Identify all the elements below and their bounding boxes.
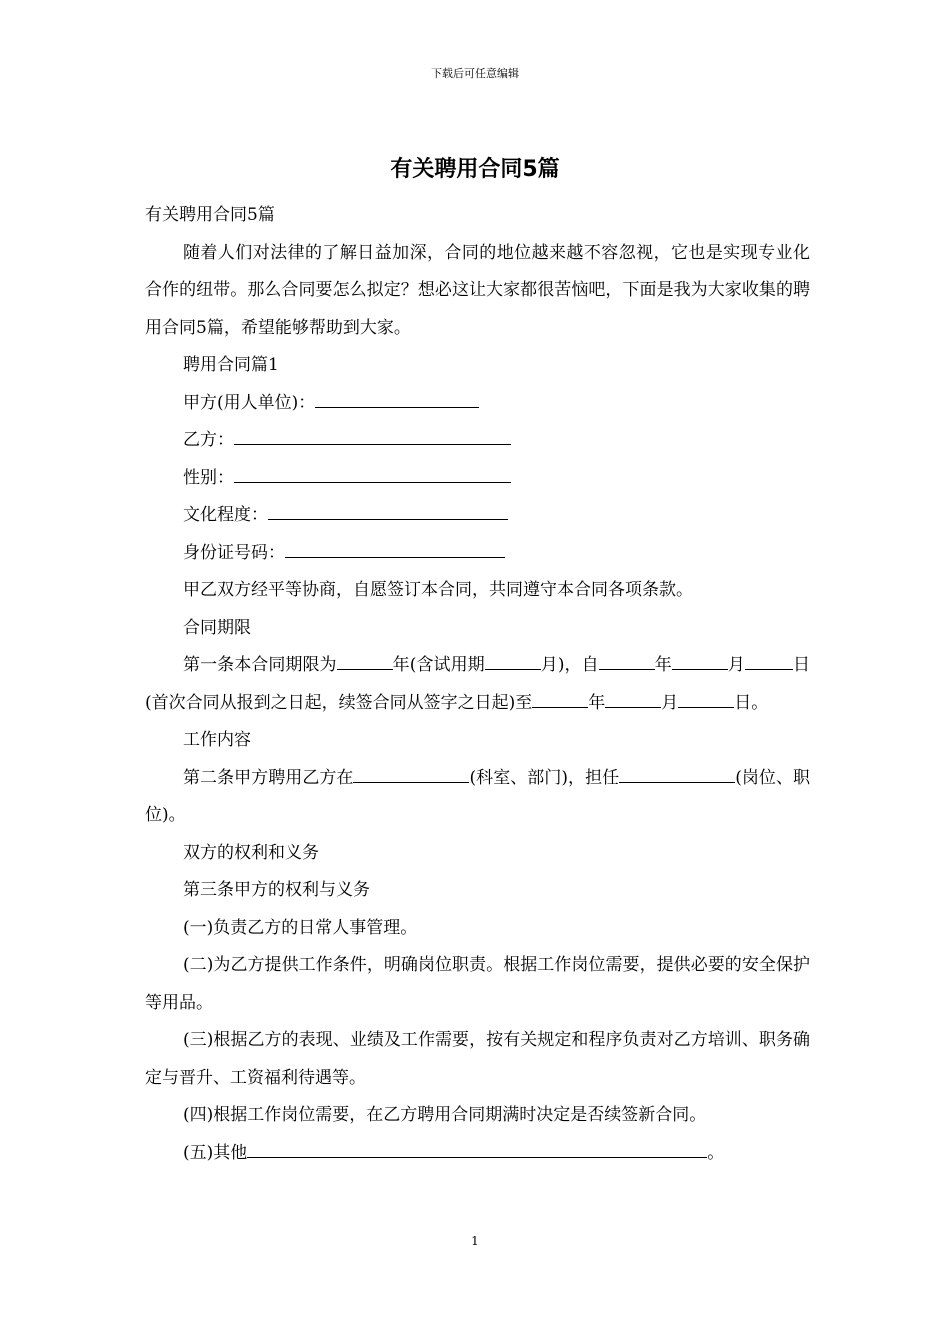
blank-line [315, 389, 479, 408]
article-2 [145, 760, 810, 835]
field-party-a [145, 385, 810, 423]
blank-line [619, 764, 735, 783]
blank-line [485, 651, 541, 670]
blank-line [532, 689, 588, 708]
document-body [145, 197, 810, 1172]
article-text: 第一条本合同期限为 [183, 655, 337, 675]
blank-line [672, 651, 728, 670]
document-title: 有关聘用合同5篇 [390, 157, 560, 182]
article-text: 年(含试用期 [392, 655, 485, 675]
field-gender [145, 460, 810, 498]
article-text: 月 [661, 692, 679, 713]
article-text: (科室、部门)，担任 [469, 767, 620, 788]
blank-line [234, 464, 511, 483]
article-3-heading: 第三条甲方的权利与义务 [183, 880, 370, 900]
field-label: 乙方： [183, 430, 234, 450]
article-1 [145, 647, 810, 722]
list-item: (四)根据工作岗位需要，在乙方聘用合同期满时决定是否续签新合同。 [183, 1105, 707, 1125]
field-label: 甲方(用人单位)： [183, 392, 316, 413]
blank-line [337, 651, 393, 670]
subtitle: 有关聘用合同5篇 [145, 205, 275, 225]
blank-line [745, 651, 793, 670]
intro-paragraph: 随着人们对法律的了解日益加深，合同的地位越来越不容忽视，它也是实现专业化合作的纽带。那么合同要怎么拟定？想必这让大家都很苦恼吧，下面是我为大家收集的聘用合同5篇，希望能够帮助到大家。 [145, 242, 810, 338]
rights-heading: 双方的权利和义务 [183, 842, 319, 863]
term-heading: 合同期限 [183, 617, 251, 638]
agreement-paragraph: 甲乙双方经平等协商，自愿签订本合同，共同遵守本合同各项条款。 [183, 580, 693, 600]
article-text: (岗位、职位)。 [145, 767, 811, 825]
blank-line [234, 426, 511, 445]
article-text: 月 [727, 655, 745, 675]
page-number: 1 [471, 1234, 479, 1248]
article-text: 月)，自 [540, 655, 599, 675]
list-item: (一)负责乙方的日常人事管理。 [183, 917, 418, 938]
blank-line [605, 689, 661, 708]
blank-line [599, 651, 655, 670]
field-id-number [145, 535, 810, 573]
field-label: 性别： [183, 467, 234, 488]
section-heading: 聘用合同篇1 [183, 355, 279, 375]
article-text: 日。 [734, 692, 769, 713]
article-text: 年 [654, 655, 672, 675]
blank-line [268, 501, 508, 520]
field-label: 文化程度： [183, 505, 268, 525]
list-item: (三)根据乙方的表现、业绩及工作需要，按有关规定和程序负责对乙方培训、职务确定与晋升、工资福利待遇等。 [145, 1030, 810, 1088]
article-text: 年 [588, 692, 606, 713]
work-heading: 工作内容 [183, 730, 251, 750]
blank-line [353, 764, 469, 783]
blank-line [247, 1139, 707, 1158]
list-item [145, 1135, 810, 1173]
blank-line [678, 689, 734, 708]
item-end: 。 [707, 1142, 725, 1163]
header-note: 下载后可任意编辑 [431, 67, 519, 80]
blank-line [285, 539, 505, 558]
field-education [145, 497, 810, 535]
item-label: (五)其他 [183, 1142, 248, 1163]
list-item: (二)为乙方提供工作条件，明确岗位职责。根据工作岗位需要，提供必要的安全保护等用品。 [145, 955, 810, 1013]
field-label: 身份证号码： [183, 542, 285, 563]
article-text: 第二条甲方聘用乙方在 [183, 767, 354, 788]
field-party-b [145, 422, 810, 460]
article-text: 日(首次合同从报到之日起，续签合同从签字之日起)至 [145, 655, 811, 713]
